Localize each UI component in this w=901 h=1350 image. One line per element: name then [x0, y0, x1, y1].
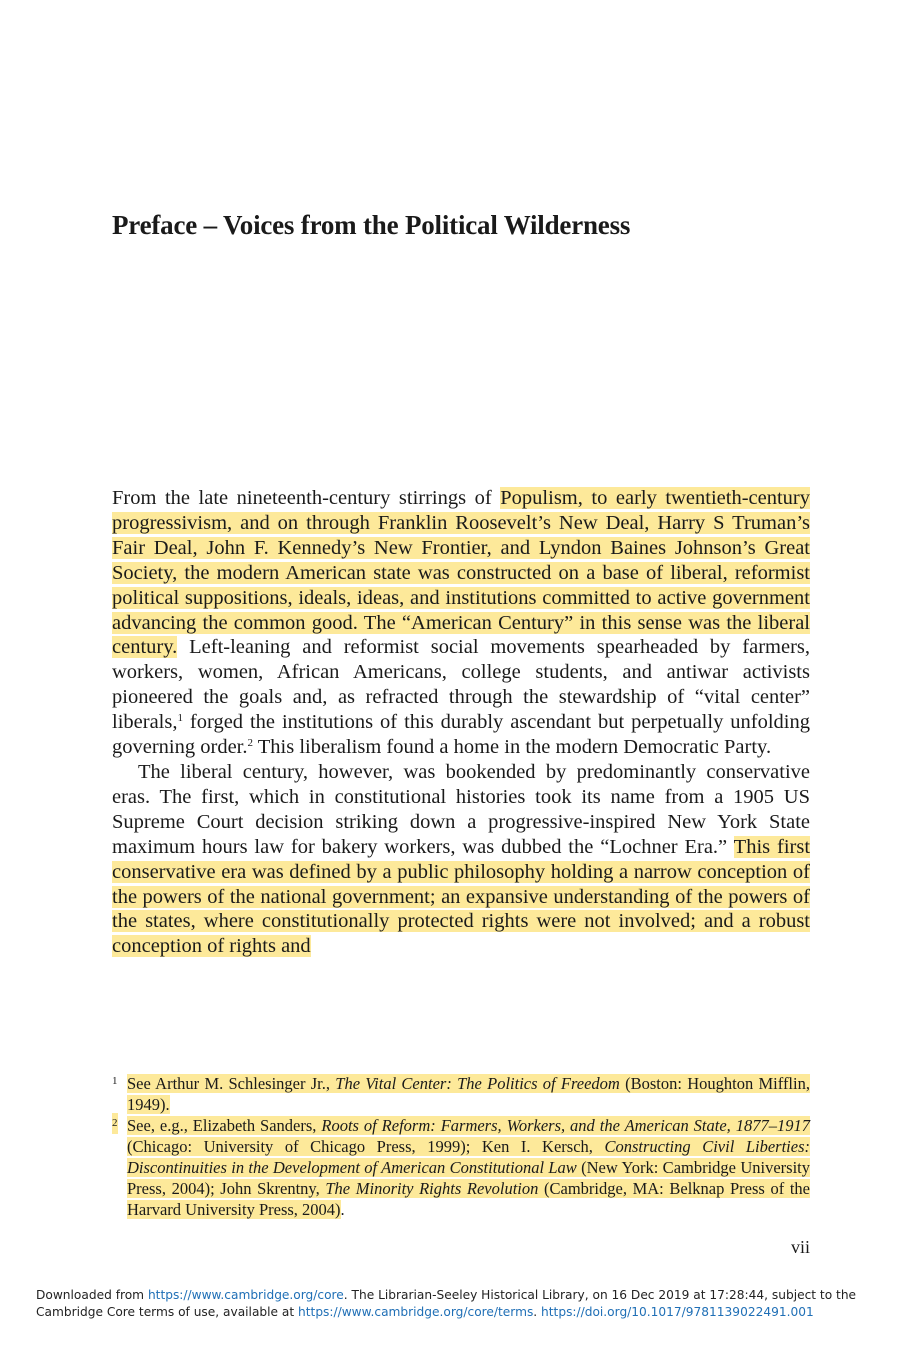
p1-text-3: forged the institutions of this durably ascendant but perpetually unfolding governing order. [112, 711, 810, 759]
terms-link[interactable]: https://www.cambridge.org/core/terms [298, 1305, 534, 1319]
footnote-ref-1[interactable]: 1 [177, 712, 183, 725]
p2-highlight: This first conservative era was defined by a public philosophy holding a narrow conception of the powers of the national government; an expansive understanding of the powers of the states, where constitutionally protected rights were not involved; and a robust conception of rights and [112, 835, 811, 958]
footnote-1-text [127, 1074, 810, 1114]
fn1-text-a: See Arthur M. Schlesinger Jr., [127, 1074, 336, 1093]
fn1-text-b: (Boston: Houghton Mifflin, 1949). [127, 1074, 810, 1114]
footnotes [112, 1073, 810, 1220]
footnote-2-text [127, 1116, 810, 1219]
p1-text-4: This liberalism found a home in the modern Democratic Party. [253, 736, 772, 759]
fn1-title: The Vital Center: The Politics of Freedom [335, 1074, 620, 1093]
fn2-title-2: Constructing Civil Liberties: Discontinuities in the Development of American Constitutional Law [127, 1137, 810, 1177]
fn2-title-1: Roots of Reform: Farmers, Workers, and the American State, 1877–1917 [321, 1116, 810, 1135]
notice-text-2: . The Librarian-Seeley Historical Library, on 16 Dec 2019 at 17:28:44, subject to the Cambridge Core terms of use, available at [36, 1288, 857, 1319]
notice-text-1: Downloaded from [36, 1288, 148, 1302]
footnote-number: 2 [112, 1113, 118, 1134]
fn2-title-3: The Minority Rights Revolution [325, 1179, 539, 1198]
doi-link[interactable]: https://doi.org/10.1017/9781139022491.001 [541, 1305, 814, 1319]
p1-plain: From the late nineteenth-century stirrings of [112, 487, 501, 509]
p1-text-2: Left-leaning and reformist social movements spearheaded by farmers, workers, women, African Americans, college students, and antiwar activists pioneered the goals and, as refracted through the stewardship of “vital center” liberals, [112, 636, 810, 734]
paragraph-1 [112, 486, 810, 760]
footnote-number: 1 [112, 1075, 118, 1087]
fn2-end: . [340, 1200, 345, 1219]
footnote-2 [112, 1115, 810, 1220]
chapter-title: Preface – Voices from the Political Wilderness [112, 210, 631, 240]
cambridge-core-link[interactable]: https://www.cambridge.org/core [147, 1288, 344, 1302]
page-number: vii [790, 1237, 810, 1257]
fn2-text-b: (Chicago: University of Chicago Press, 1999); Ken I. Kersch, [127, 1137, 605, 1156]
p1-highlight: Populism, to early twentieth-century progressivism, and on through Franklin Roosevelt’s New Deal, Harry S Truman’s Fair Deal, John F. Kennedy’s New Frontier, and Lyndon Baines Johnson’s Great Society, the modern American state was constructed on a base of liberal, reformist political suppositions, ideals, ideas, and institutions committed to active government advancing the common good. The “American Century” in this sense was the liberal century. [112, 487, 810, 659]
footnote-1 [112, 1073, 810, 1115]
notice-text-3: . [533, 1305, 542, 1319]
p2-plain: The liberal century, however, was bookended by predominantly conservative eras. The first, which in constitutional histories took its name from a 1905 US Supreme Court decision striking down a progressive-inspired New York State maximum hours law for bakery workers, was dubbed the “Lochner Era.” [112, 760, 810, 858]
download-notice [36, 1287, 866, 1321]
body-text [112, 486, 810, 959]
fn2-text-d: (Cambridge, MA: Belknap Press of the Harvard University Press, 2004) [127, 1179, 810, 1219]
fn2-text-a: See, e.g., Elizabeth Sanders, [127, 1116, 322, 1135]
footnote-ref-2[interactable]: 2 [247, 737, 253, 750]
paragraph-2 [112, 760, 810, 959]
fn2-text-c: (New York: Cambridge University Press, 2004); John Skrentny, [127, 1158, 810, 1198]
